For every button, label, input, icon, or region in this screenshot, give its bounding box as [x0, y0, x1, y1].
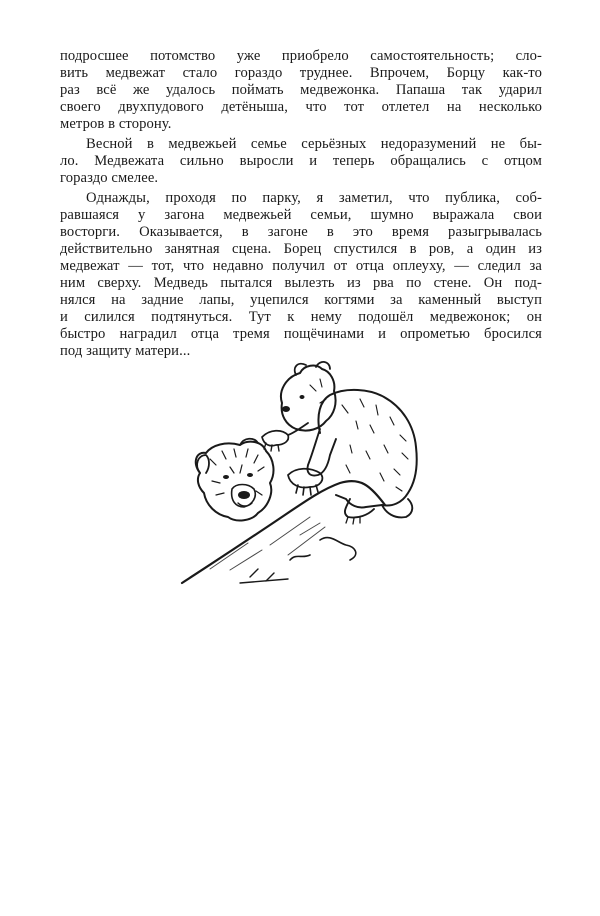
text-line: равшаяся у загона медвежьей семьи, шумно выражала свои: [60, 207, 542, 223]
adult-bear-ear-left: [197, 455, 209, 473]
cub-fur: [310, 379, 408, 491]
bear-illustration: [170, 355, 450, 595]
paragraph-3: [60, 190, 542, 360]
text-line: своего двухпудового детёныша, что тот отлетел на несколько: [60, 99, 542, 115]
rock-twig: [240, 569, 288, 583]
text-line: нялся на задние лапы, уцепился когтями за каменный выступ: [60, 292, 542, 308]
text-line: ло. Медвежата сильно выросли и теперь обращались с отцом: [60, 153, 542, 169]
cub-nose: [282, 406, 290, 412]
rock-texture: [190, 517, 325, 577]
adult-bear-fur: [210, 449, 264, 495]
cub-front-leg: [307, 429, 336, 476]
text-line: быстро наградил отца тремя пощёчинами и опрометью бросился: [60, 326, 542, 342]
cub-striking-arm: [288, 423, 308, 435]
adult-bear-nose: [238, 491, 250, 499]
text-line: вить медвежат стало гораздо труднее. Впрочем, Борцу как-то: [60, 65, 542, 81]
text-line: восторги. Оказывается, в загоне в это время разыгрывалась: [60, 224, 542, 240]
paragraph-1: [60, 48, 542, 133]
text-line: Весной в медвежьей семье серьёзных недоразумений не бы-: [86, 136, 542, 152]
text-line: под защиту матери...: [60, 343, 191, 359]
cub-eye: [300, 395, 305, 399]
adult-bear-eye-right: [247, 473, 253, 477]
adult-bear-paw: [288, 469, 322, 488]
text-line: раз всё же удалось поймать медвежонка. Папаша так ударил: [60, 82, 542, 98]
text-line: ним сверху. Медведь пытался вылезть из рва по стене. Он под-: [60, 275, 542, 291]
text-line: Однажды, проходя по парку, я заметил, что публика, соб-: [86, 190, 542, 206]
body-text: [60, 48, 542, 360]
paragraph-2: [60, 136, 542, 187]
text-line: и силился подтянуться. Тут к нему подошёл медвежонок; он: [60, 309, 542, 325]
rock-crack: [290, 538, 356, 560]
cub-hind-foot: [382, 499, 412, 517]
text-line: медвежат — тот, что недавно получил от отца оплеуху, — следил за: [60, 258, 542, 274]
adult-bear-eye-left: [223, 475, 229, 479]
text-line: подросшее потомство уже приобрело самостоятельность; слo-: [60, 48, 542, 64]
text-line: гораздо смелее.: [60, 170, 159, 186]
text-line: метров в сторону.: [60, 116, 172, 132]
text-line: действительно занятная сцена. Борец спустился в ров, а один из: [60, 241, 542, 257]
